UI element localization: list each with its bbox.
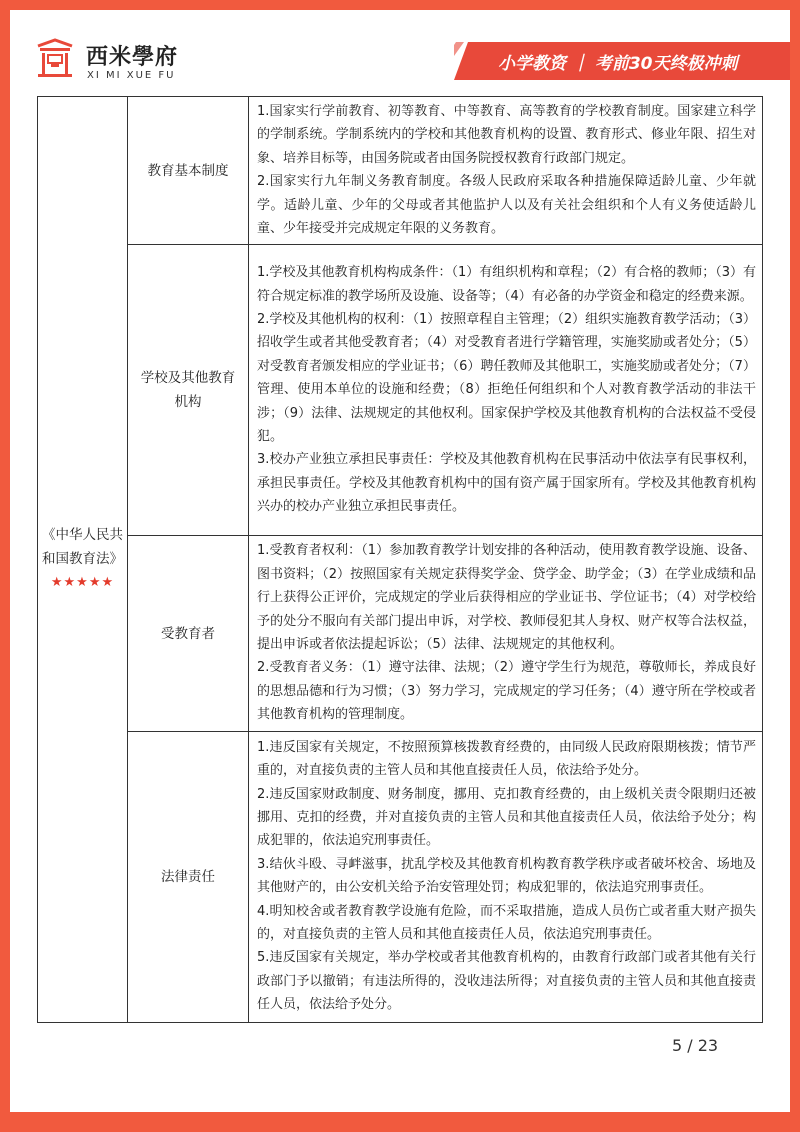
table-row — [38, 245, 763, 536]
table-row — [38, 536, 763, 731]
clause-text: 3.校办产业独立承担民事责任：学校及其他教育机构在民事活动中依法享有民事权利，承担民事责任。学校及其他教育机构中的国有资产属于国家所有。学校及其他教育机构兴办的校办产业独立承担民事责任。 — [257, 452, 756, 515]
section-title: 教育基本制度 — [128, 97, 249, 245]
clause-text: 2.受教育者义务：（1）遵守法律、法规；（2）遵守学生行为规范，尊敬师长，养成良好的思想品德和行为习惯；（3）努力学习，完成规定的学习任务；（4）遵守所在学校或者其他教育机构的管理制度。 — [257, 660, 756, 723]
brand-logo — [36, 36, 196, 84]
clause-text: 4.明知校舍或者教育教学设施有危险，而不采取措施，造成人员伤亡或者重大财产损失的，对直接负责的主管人员和其他直接责任人员，依法追究刑事责任。 — [257, 903, 756, 942]
section-title: 法律责任 — [128, 731, 249, 1022]
gate-logo-icon — [36, 38, 74, 78]
clause-text: 2.国家实行九年制义务教育制度。各级人民政府采取各种措施保障适龄儿童、少年就学。适龄儿童、少年的父母或者其他监护人以及有关社会组织和个人有义务使适龄儿童、少年接受并完成规定年限的义务教育。 — [257, 174, 756, 237]
clause-text: 1.学校及其他教育机构构成条件：（1）有组织机构和章程；（2）有合格的教师；（3）有符合规定标准的教学场所及设施、设备等；（4）有必备的办学资金和稳定的经费来源。 — [257, 265, 756, 304]
law-summary-table — [37, 96, 763, 1023]
section-content — [249, 536, 763, 731]
section-title: 受教育者 — [128, 536, 249, 731]
law-name: 《中华人民共和国教育法》 — [42, 527, 123, 568]
page-number: 5 / 23 — [672, 1036, 719, 1055]
section-content — [249, 245, 763, 536]
section-content — [249, 97, 763, 245]
clause-text: 2.违反国家财政制度、财务制度，挪用、克扣教育经费的，由上级机关责令限期归还被挪用、克扣的经费，并对直接负责的主管人员和其他直接责任人员，依法给予处分；构成犯罪的，依法追究刑事责任。 — [257, 786, 756, 849]
table-row — [38, 731, 763, 1022]
clause-text: 5.违反国家有关规定，举办学校或者其他教育机构的，由教育行政部门或者其他有关行政部门予以撤销；有违法所得的，没收违法所得；对直接负责的主管人员和其他直接责任人员，依法给予处分。 — [257, 950, 756, 1013]
header-banner — [454, 42, 790, 80]
clause-text: 1.国家实行学前教育、初等教育、中等教育、高等教育的学校教育制度。国家建立科学的学制系统。学制系统内的学校和其他教育机构的设置、教育形式、修业年限、招生对象、培养目标等，由国务院或者由国务院授权教育行政部门规定。 — [257, 104, 756, 166]
banner-title: 小学教资 ｜ 考前30天终极冲刺 — [498, 54, 738, 74]
brand-subtitle: XI MI XUE FU — [87, 70, 176, 81]
clause-text: 1.违反国家有关规定，不按照预算核拨教育经费的，由同级人民政府限期核拨；情节严重的，对直接负责的主管人员和其他直接责任人员，依法给予处分。 — [257, 739, 756, 779]
section-content — [249, 731, 763, 1022]
clause-text: 1.受教育者权利：（1）参加教育教学计划安排的各种活动，使用教育教学设施、设备、图书资料；（2）按照国家有关规定获得奖学金、贷学金、助学金；（3）在学业成绩和品行上获得公正评价，完成规定的学业后获得相应的学业证书、学位证书；（4）对学校给予的处分不服向有关部门提出申诉，对学校、教师侵犯其人身权、财产权等合法权益，提出申诉或者依法提起诉讼；（5）法律、法规规定的其他权利。 — [257, 543, 756, 653]
importance-stars: ★★★★★ — [50, 575, 115, 591]
table-row — [38, 97, 763, 245]
clause-text: 3.结伙斗殴、寻衅滋事，扰乱学校及其他教育机构教育教学秩序或者破坏校舍、场地及其他财产的，由公安机关给予治安管理处罚；构成犯罪的，依法追究刑事责任。 — [257, 856, 756, 896]
law-name-cell — [38, 97, 128, 1023]
brand-name: 西米學府 — [86, 44, 179, 70]
clause-text: 2.学校及其他机构的权利：（1）按照章程自主管理；（2）组织实施教育教学活动；（3）招收学生或者其他受教育者；（4）对受教育者进行学籍管理，实施奖励或者处分；（5）对受教育者颁发相应的学业证书；（6）聘任教师及其他职工，实施奖励或者处分；（7）管理、使用本单位的设施和经费；（8）拒绝任何组织和个人对教育教学活动的非法干涉；（9）法律、法规规定的其他权利。国家保护学校及其他教育机构的合法权益不受侵犯。 — [257, 312, 756, 445]
section-title: 学校及其他教育机构 — [128, 245, 249, 536]
